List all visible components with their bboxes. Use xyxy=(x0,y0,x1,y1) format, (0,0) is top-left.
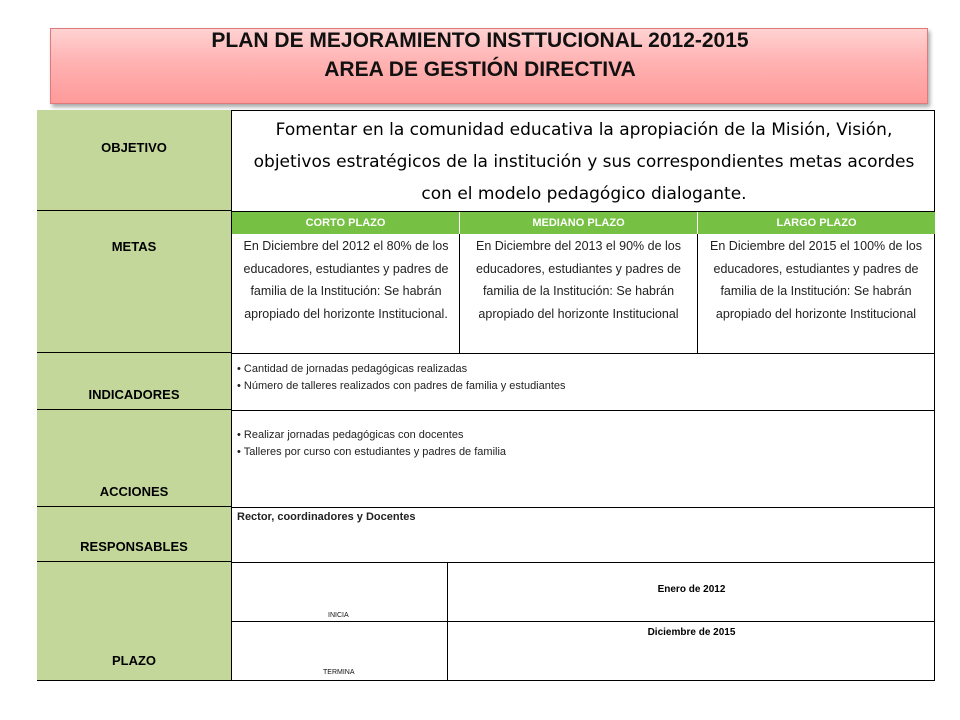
row-label-acciones: ACCIONES xyxy=(99,484,169,499)
page-subtitle: AREA DE GESTIÓN DIRECTIVA xyxy=(324,58,636,81)
divider xyxy=(232,562,935,563)
row-label-metas: METAS xyxy=(111,239,157,254)
responsables-text: Rector, coordinadores y Docentes xyxy=(237,511,416,523)
list-item: • Número de talleres realizados con padres de familia y estudiantes xyxy=(237,378,566,395)
divider xyxy=(232,507,935,508)
row-label-indicadores: INDICADORES xyxy=(88,387,180,402)
objetivo-text: Fomentar en la comunidad educativa la apropiación de la Misión, Visión, objetivos estratégicos de la institución y sus correspondientes metas acordes con el modelo pedagógico dialogante. xyxy=(253,120,915,204)
row-label-responsables-cell xyxy=(37,507,232,562)
list-item: • Cantidad de jornadas pedagógicas realizadas xyxy=(237,361,566,378)
metas-value-largo: En Diciembre del 2015 el 100% de los educadores, estudiantes y padres de familia de la Institución: Se habrán apropiado del horizonte Institucional xyxy=(710,239,922,321)
inicia-label: INICIA xyxy=(328,612,349,619)
termina-value: Diciembre de 2015 xyxy=(647,627,736,638)
metas-header-corto: CORTO PLAZO xyxy=(232,212,460,234)
divider xyxy=(232,621,935,622)
row-label-indicadores-cell xyxy=(37,353,232,410)
metas-header-largo: LARGO PLAZO xyxy=(698,212,935,234)
row-label-acciones-cell xyxy=(37,410,232,507)
divider xyxy=(459,234,460,353)
row-label-plazo-cell xyxy=(37,562,232,681)
metas-value-mediano: En Diciembre del 2013 el 90% de los educadores, estudiantes y padres de familia de la Institución: Se habrán apropiado del horizonte Institucional xyxy=(476,239,681,321)
divider xyxy=(232,353,935,354)
divider xyxy=(232,410,935,411)
inicia-value: Enero de 2012 xyxy=(657,584,726,595)
divider xyxy=(447,562,448,681)
divider xyxy=(697,234,698,353)
acciones-list xyxy=(237,427,506,461)
metas-header-mediano: MEDIANO PLAZO xyxy=(460,212,698,234)
metas-value-corto: En Diciembre del 2012 el 80% de los educadores, estudiantes y padres de familia de la Institución: Se habrán apropiado del horizonte Institucional. xyxy=(243,239,449,321)
row-label-plazo: PLAZO xyxy=(111,653,157,668)
list-item: • Realizar jornadas pedagógicas con docentes xyxy=(237,427,506,444)
indicadores-list xyxy=(237,361,566,395)
termina-label: TERMINA xyxy=(323,669,355,676)
row-label-responsables: RESPONSABLES xyxy=(80,539,188,554)
row-label-metas-cell xyxy=(37,211,232,353)
row-label-objetivo: OBJETIVO xyxy=(101,140,167,155)
page-title: PLAN DE MEJORAMIENTO INSTTUCIONAL 2012-2015 xyxy=(211,29,749,52)
row-label-objetivo-cell xyxy=(37,110,232,211)
list-item: • Talleres por curso con estudiantes y padres de familia xyxy=(237,444,506,461)
